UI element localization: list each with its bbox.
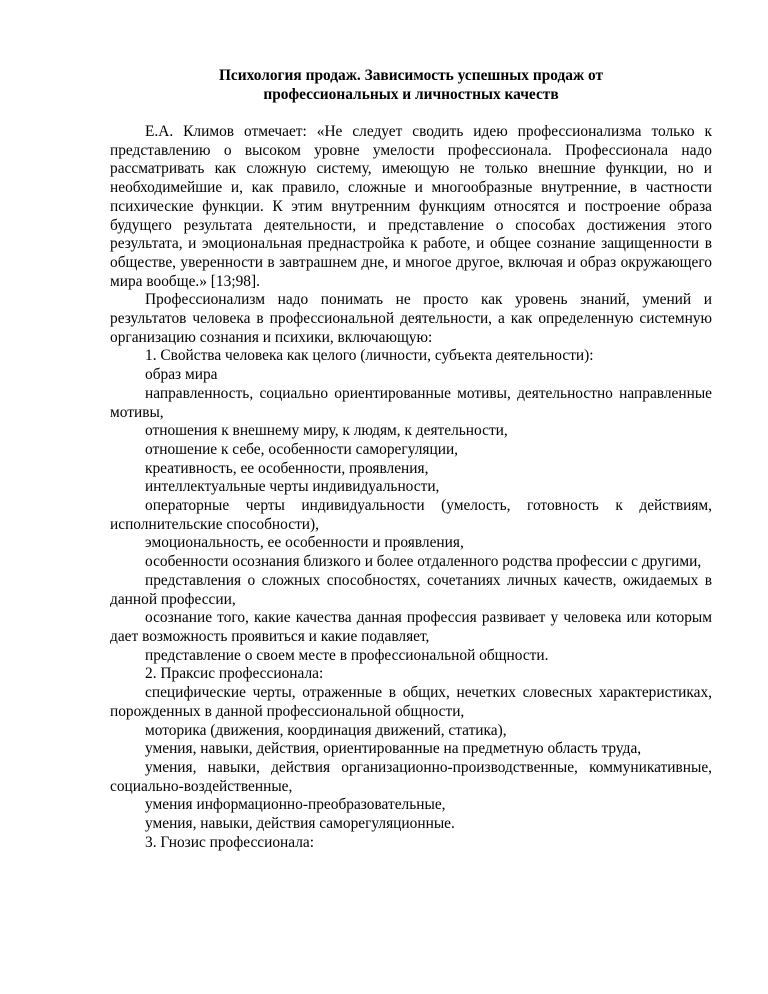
list-item: отношение к себе, особенности саморегуляции, bbox=[145, 440, 459, 458]
list-item: умения, навыки, действия саморегуляционные. bbox=[145, 815, 455, 833]
list-item: осознание того, какие качества данная профессия развивает у человека или которым дает возможность проявиться и какие подавляет, bbox=[110, 609, 712, 645]
paragraph-intro: Профессионализм надо понимать не просто как уровень знаний, умений и результатов человека в профессиональной деятельности, а как определенную системную организацию сознания и психики, включающую: bbox=[110, 291, 712, 346]
document-body bbox=[110, 123, 712, 852]
document-title bbox=[110, 66, 712, 104]
list-item: представление о своем месте в профессиональной общности. bbox=[145, 646, 549, 664]
section-heading-3: 3. Гнозис профессионала: bbox=[145, 833, 315, 851]
list-item: интеллектуальные черты индивидуальности, bbox=[145, 478, 440, 496]
title-line-2: профессиональных и личностных качеств bbox=[263, 86, 559, 103]
list-item: специфические черты, отраженные в общих, нечетких словесных характеристиках, порожденных в данной профессиональной общности, bbox=[110, 684, 712, 720]
list-item: отношения к внешнему миру, к людям, к деятельности, bbox=[145, 422, 508, 440]
list-item: моторика (движения, координация движений, статика), bbox=[145, 721, 507, 739]
list-item: образ мира bbox=[145, 366, 218, 384]
list-item: эмоциональность, ее особенности и проявления, bbox=[145, 534, 464, 552]
title-line-1: Психология продаж. Зависимость успешных продаж от bbox=[218, 67, 604, 84]
list-item: представления о сложных способностях, сочетаниях личных качеств, ожидаемых в данной профессии, bbox=[110, 571, 712, 608]
list-item: умения информационно-преобразовательные, bbox=[145, 796, 446, 814]
list-item: особенности осознания близкого и более отдаленного родства профессии с другими, bbox=[145, 553, 702, 571]
section-heading-2: 2. Праксис профессионала: bbox=[145, 665, 324, 683]
document-page bbox=[110, 66, 712, 852]
section-heading-1: 1. Свойства человека как целого (личности, субъекта деятельности): bbox=[145, 347, 594, 365]
paragraph-quote: Е.А. Климов отмечает: «Не следует сводить идею профессионализма только к представлению о высоком уровне умелости профессионала. Профессионала надо рассматривать как сложную систему, имеющую не только внешние функции, но и необходимейшие и, как правило, сложные и многообразные внутренние, в частности психические функции. К этим внутренним функциям относятся и построение образа будущего результата деятельности, и представление о способах достижения этого результата, и эмоциональная преднастройка к работе, и общее сознание защищенности в обществе, уверенности в завтрашнем дне, и многое другое, включая и образ окружающего мира вообще.» [13;98]. bbox=[110, 123, 712, 290]
list-item: креативность, ее особенности, проявления, bbox=[145, 459, 429, 477]
list-item: операторные черты индивидуальности (умелость, готовность к действиям, исполнительские способности), bbox=[110, 497, 712, 533]
list-item: умения, навыки, действия организационно-производственные, коммуникативные, социально-воздейственные, bbox=[110, 758, 712, 795]
list-item: направленность, социально ориентированные мотивы, деятельностно направленные мотивы, bbox=[110, 384, 712, 421]
list-item: умения, навыки, действия, ориентированные на предметную область труда, bbox=[145, 740, 642, 758]
